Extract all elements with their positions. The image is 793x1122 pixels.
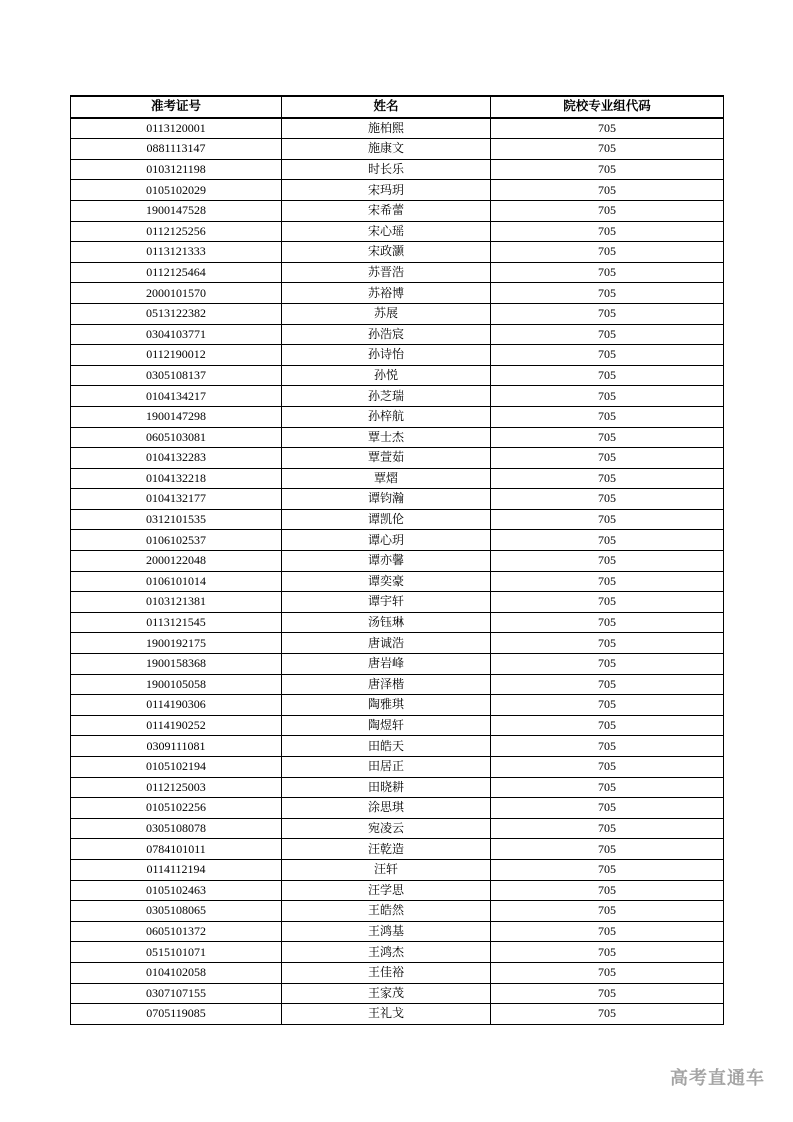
cell-group-code: 705	[491, 345, 724, 366]
cell-exam-id: 0105102194	[71, 757, 282, 778]
cell-exam-id: 0114190306	[71, 695, 282, 716]
cell-group-code: 705	[491, 406, 724, 427]
cell-group-code: 705	[491, 468, 724, 489]
cell-group-code: 705	[491, 715, 724, 736]
cell-exam-id: 0305108065	[71, 901, 282, 922]
cell-name: 宋心瑶	[282, 221, 491, 242]
cell-group-code: 705	[491, 283, 724, 304]
table-row	[71, 633, 724, 654]
table-row	[71, 818, 724, 839]
cell-name: 宋希蕾	[282, 200, 491, 221]
table-row	[71, 674, 724, 695]
table-row	[71, 880, 724, 901]
table-row	[71, 921, 724, 942]
cell-exam-id: 0105102029	[71, 180, 282, 201]
cell-name: 汤钰琳	[282, 612, 491, 633]
cell-name: 孙悦	[282, 365, 491, 386]
cell-exam-id: 0784101011	[71, 839, 282, 860]
table-row	[71, 221, 724, 242]
cell-group-code: 705	[491, 612, 724, 633]
cell-group-code: 705	[491, 509, 724, 530]
cell-group-code: 705	[491, 159, 724, 180]
cell-exam-id: 0309111081	[71, 736, 282, 757]
cell-name: 王家茂	[282, 983, 491, 1004]
cell-exam-id: 1900147528	[71, 200, 282, 221]
cell-exam-id: 1900192175	[71, 633, 282, 654]
cell-name: 汪轩	[282, 859, 491, 880]
cell-name: 陶雅琪	[282, 695, 491, 716]
table-row	[71, 757, 724, 778]
cell-name: 苏裕博	[282, 283, 491, 304]
cell-exam-id: 0112125256	[71, 221, 282, 242]
cell-name: 田晓耕	[282, 777, 491, 798]
cell-group-code: 705	[491, 139, 724, 160]
cell-exam-id: 0305108078	[71, 818, 282, 839]
cell-group-code: 705	[491, 303, 724, 324]
cell-exam-id: 0113120001	[71, 118, 282, 139]
cell-exam-id: 1900158368	[71, 654, 282, 675]
cell-name: 覃士杰	[282, 427, 491, 448]
cell-name: 苏晋浩	[282, 262, 491, 283]
cell-exam-id: 1900105058	[71, 674, 282, 695]
cell-name: 孙梓航	[282, 406, 491, 427]
cell-exam-id: 0106101014	[71, 571, 282, 592]
table-row	[71, 654, 724, 675]
table-row	[71, 715, 724, 736]
cell-group-code: 705	[491, 200, 724, 221]
table-row	[71, 489, 724, 510]
cell-name: 唐泽楷	[282, 674, 491, 695]
table-row	[71, 509, 724, 530]
candidate-table	[70, 95, 724, 1025]
cell-exam-id: 0305108137	[71, 365, 282, 386]
table-row	[71, 983, 724, 1004]
cell-group-code: 705	[491, 962, 724, 983]
table-row	[71, 612, 724, 633]
cell-group-code: 705	[491, 592, 724, 613]
cell-group-code: 705	[491, 551, 724, 572]
cell-exam-id: 0312101535	[71, 509, 282, 530]
watermark-logo: 高考直通车	[670, 1068, 765, 1088]
table-row	[71, 262, 724, 283]
cell-name: 田居正	[282, 757, 491, 778]
cell-exam-id: 0705119085	[71, 1004, 282, 1025]
table-row	[71, 324, 724, 345]
table-row	[71, 242, 724, 263]
cell-exam-id: 0105102256	[71, 798, 282, 819]
cell-name: 孙诗怡	[282, 345, 491, 366]
cell-group-code: 705	[491, 242, 724, 263]
cell-group-code: 705	[491, 654, 724, 675]
table-row	[71, 962, 724, 983]
cell-exam-id: 0113121333	[71, 242, 282, 263]
cell-name: 涂思琪	[282, 798, 491, 819]
cell-exam-id: 0605103081	[71, 427, 282, 448]
cell-name: 施柏熙	[282, 118, 491, 139]
table-row	[71, 777, 724, 798]
cell-group-code: 705	[491, 1004, 724, 1025]
cell-name: 宛凌云	[282, 818, 491, 839]
cell-group-code: 705	[491, 859, 724, 880]
table-row	[71, 592, 724, 613]
cell-exam-id: 0605101372	[71, 921, 282, 942]
table-row	[71, 200, 724, 221]
table-row	[71, 859, 724, 880]
cell-exam-id: 0112125464	[71, 262, 282, 283]
cell-group-code: 705	[491, 901, 724, 922]
table-row	[71, 530, 724, 551]
header-exam-id: 准考证号	[71, 96, 282, 118]
cell-exam-id: 2000122048	[71, 551, 282, 572]
cell-exam-id: 0114190252	[71, 715, 282, 736]
cell-exam-id: 0881113147	[71, 139, 282, 160]
table-row	[71, 448, 724, 469]
table-row	[71, 901, 724, 922]
cell-exam-id: 0103121198	[71, 159, 282, 180]
cell-group-code: 705	[491, 695, 724, 716]
table-row	[71, 468, 724, 489]
cell-group-code: 705	[491, 983, 724, 1004]
cell-group-code: 705	[491, 530, 724, 551]
cell-exam-id: 0104132177	[71, 489, 282, 510]
cell-name: 王礼戈	[282, 1004, 491, 1025]
table-row	[71, 551, 724, 572]
cell-name: 谭奕豪	[282, 571, 491, 592]
table-row	[71, 283, 724, 304]
cell-exam-id: 0112190012	[71, 345, 282, 366]
header-group-code: 院校专业组代码	[491, 96, 724, 118]
cell-name: 谭钧瀚	[282, 489, 491, 510]
cell-name: 谭凯伦	[282, 509, 491, 530]
cell-name: 覃熠	[282, 468, 491, 489]
table-row	[71, 1004, 724, 1025]
cell-name: 施康文	[282, 139, 491, 160]
table-row	[71, 839, 724, 860]
candidate-table-container	[70, 95, 723, 1025]
table-row	[71, 118, 724, 139]
cell-group-code: 705	[491, 386, 724, 407]
cell-group-code: 705	[491, 180, 724, 201]
cell-group-code: 705	[491, 118, 724, 139]
cell-group-code: 705	[491, 818, 724, 839]
cell-exam-id: 0105102463	[71, 880, 282, 901]
cell-group-code: 705	[491, 880, 724, 901]
cell-name: 谭亦馨	[282, 551, 491, 572]
table-row	[71, 345, 724, 366]
cell-name: 谭宇轩	[282, 592, 491, 613]
cell-exam-id: 0304103771	[71, 324, 282, 345]
cell-name: 时长乐	[282, 159, 491, 180]
cell-group-code: 705	[491, 448, 724, 469]
table-row	[71, 180, 724, 201]
cell-exam-id: 2000101570	[71, 283, 282, 304]
cell-exam-id: 0513122382	[71, 303, 282, 324]
cell-exam-id: 0307107155	[71, 983, 282, 1004]
cell-group-code: 705	[491, 839, 724, 860]
cell-name: 王皓然	[282, 901, 491, 922]
cell-name: 谭心玥	[282, 530, 491, 551]
cell-group-code: 705	[491, 427, 724, 448]
cell-name: 苏展	[282, 303, 491, 324]
cell-group-code: 705	[491, 262, 724, 283]
cell-group-code: 705	[491, 736, 724, 757]
cell-exam-id: 0113121545	[71, 612, 282, 633]
cell-group-code: 705	[491, 798, 724, 819]
cell-group-code: 705	[491, 921, 724, 942]
cell-exam-id: 0104102058	[71, 962, 282, 983]
header-name: 姓名	[282, 96, 491, 118]
table-row	[71, 427, 724, 448]
cell-group-code: 705	[491, 777, 724, 798]
cell-name: 覃萱茹	[282, 448, 491, 469]
cell-name: 宋政灏	[282, 242, 491, 263]
table-row	[71, 139, 724, 160]
cell-group-code: 705	[491, 365, 724, 386]
cell-exam-id: 0104132283	[71, 448, 282, 469]
cell-exam-id: 0104132218	[71, 468, 282, 489]
table-row	[71, 736, 724, 757]
cell-group-code: 705	[491, 489, 724, 510]
cell-name: 汪学思	[282, 880, 491, 901]
table-body	[71, 118, 724, 1025]
cell-exam-id: 0112125003	[71, 777, 282, 798]
cell-group-code: 705	[491, 324, 724, 345]
cell-name: 孙芝瑞	[282, 386, 491, 407]
cell-exam-id: 0515101071	[71, 942, 282, 963]
cell-group-code: 705	[491, 674, 724, 695]
table-row	[71, 303, 724, 324]
cell-exam-id: 0106102537	[71, 530, 282, 551]
cell-group-code: 705	[491, 633, 724, 654]
table-row	[71, 386, 724, 407]
cell-name: 王佳裕	[282, 962, 491, 983]
table-row	[71, 695, 724, 716]
cell-exam-id: 0104134217	[71, 386, 282, 407]
table-header-row	[71, 96, 724, 118]
table-row	[71, 365, 724, 386]
table-row	[71, 159, 724, 180]
cell-name: 唐诚浩	[282, 633, 491, 654]
cell-name: 汪乾造	[282, 839, 491, 860]
table-row	[71, 942, 724, 963]
cell-group-code: 705	[491, 942, 724, 963]
cell-exam-id: 1900147298	[71, 406, 282, 427]
cell-name: 王鸿杰	[282, 942, 491, 963]
cell-name: 王鸿基	[282, 921, 491, 942]
cell-name: 孙浩宸	[282, 324, 491, 345]
cell-name: 唐岩峰	[282, 654, 491, 675]
cell-name: 宋玛玥	[282, 180, 491, 201]
cell-name: 田皓天	[282, 736, 491, 757]
cell-exam-id: 0114112194	[71, 859, 282, 880]
cell-group-code: 705	[491, 221, 724, 242]
cell-exam-id: 0103121381	[71, 592, 282, 613]
cell-group-code: 705	[491, 571, 724, 592]
cell-group-code: 705	[491, 757, 724, 778]
table-row	[71, 798, 724, 819]
table-row	[71, 406, 724, 427]
cell-name: 陶煜轩	[282, 715, 491, 736]
table-row	[71, 571, 724, 592]
